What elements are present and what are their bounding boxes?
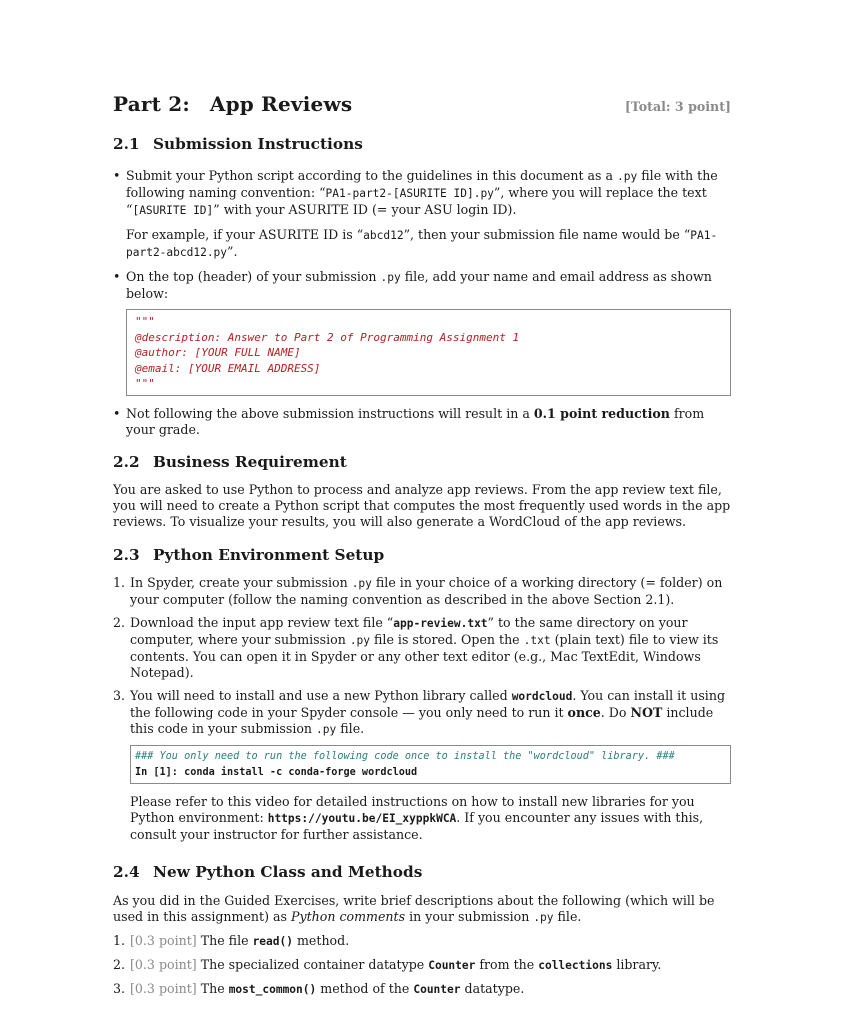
points-badge: [0.3 point] bbox=[130, 981, 197, 996]
list-item: • Not following the above submission instructions will result in a 0.1 point reduction from your grade. bbox=[113, 406, 705, 437]
document-page bbox=[113, 92, 731, 998]
bullet-icon: • bbox=[113, 168, 121, 183]
section-heading-2-4: 2.4 New Python Class and Methods bbox=[113, 863, 423, 881]
bullet-icon: • bbox=[113, 269, 121, 284]
list-item: 3. [0.3 point] The most_common() method of the Counter datatype. bbox=[113, 981, 525, 996]
section-heading-2-1: 2.1 Submission Instructions bbox=[113, 135, 363, 153]
header-code-block: """ @description: Answer to Part 2 of Programming Assignment 1 @author: [YOUR FULL NAME] @email: [YOUR EMAIL ADDRESS] """ bbox=[126, 309, 731, 396]
business-requirement-text: You are asked to use Python to process and analyze app reviews. From the app review text file, you will need to create a Python script that computes the most frequently used words in the app reviews. To visualize your results, you will also generate a WordCloud of the app reviews. bbox=[113, 482, 731, 529]
section-heading-2-3: 2.3 Python Environment Setup bbox=[113, 546, 385, 564]
bullet-icon: • bbox=[113, 406, 121, 421]
list-item: 3. You will need to install and use a new Python library called wordcloud. You can install it using the following code in your Spyder console — you only need to run it once. Do NOT include this code in your submission .py file. ### You only need to run the following code once to install the "wordcloud" library. ### In [1]: conda install -c conda-forge wordcloud Please refer to this video for detailed instructions on how to install new libraries for you Python environment: https://youtu.be/EI_xyppkWCA. If you encounter any issues with this, consult your instructor for further assistance. bbox=[113, 688, 731, 843]
list-item: 1. In Spyder, create your submission .py file in your choice of a working directory (= folder) on your computer (follow the naming convention as described in the above Section 2.1). bbox=[113, 575, 723, 607]
list-item: 2. [0.3 point] The specialized container datatype Counter from the collections library. bbox=[113, 957, 662, 972]
points-badge: [0.3 point] bbox=[130, 957, 197, 972]
methods-list bbox=[113, 933, 731, 998]
part-title: Part 2: App Reviews bbox=[113, 92, 353, 116]
example-text: For example, if your ASURITE ID is “abcd12”, then your submission file name would be “PA1-part2-abcd12.py”. bbox=[126, 227, 718, 259]
methods-intro: As you did in the Guided Exercises, write brief descriptions about the following (which will be used in this assignment) as Python comments in your submission .py file. bbox=[113, 893, 715, 924]
total-points: [Total: 3 point] bbox=[624, 99, 731, 114]
install-code-block: ### You only need to run the following code once to install the "wordcloud" library. ### In [1]: conda install -c conda-forge wordcloud bbox=[130, 745, 731, 784]
points-badge: [0.3 point] bbox=[130, 933, 197, 948]
section-heading-2-2: 2.2 Business Requirement bbox=[113, 453, 347, 471]
part-heading bbox=[113, 92, 731, 126]
submission-instructions-list bbox=[113, 168, 731, 438]
list-item: • Submit your Python script according to the guidelines in this document as a .py file with the following naming convention: “PA1-part2-[ASURITE ID].py”, where you will replace the text “[ASURITE ID]” with your ASURITE ID (= your ASU login ID). For example, if your ASURITE ID is “abcd12”, then your submission file name would be “PA1-part2-abcd12.py”. bbox=[113, 168, 731, 261]
setup-steps-list bbox=[113, 575, 731, 843]
list-item: 1. [0.3 point] The file read() method. bbox=[113, 933, 350, 948]
list-item: 2. Download the input app review text file “app-review.txt” to the same directory on your computer, where your submission .py file is stored. Open the .txt (plain text) file to view its contents. You can open it in Spyder or any other text editor (e.g., Mac TextEdit, Windows Notepad). bbox=[113, 615, 719, 680]
install-note: Please refer to this video for detailed instructions on how to install new libraries for you Python environment: https://youtu.be/EI_xyppkWCA. If you encounter any issues with this, consult your instructor for further assistance. bbox=[130, 794, 704, 842]
list-item: • On the top (header) of your submission .py file, add your name and email address as shown below: """ @description: Answer to Part 2 of Programming Assignment 1 @author: [YOUR FULL NAME] @email: [YOUR EMAIL ADDRESS] """ bbox=[113, 269, 731, 396]
